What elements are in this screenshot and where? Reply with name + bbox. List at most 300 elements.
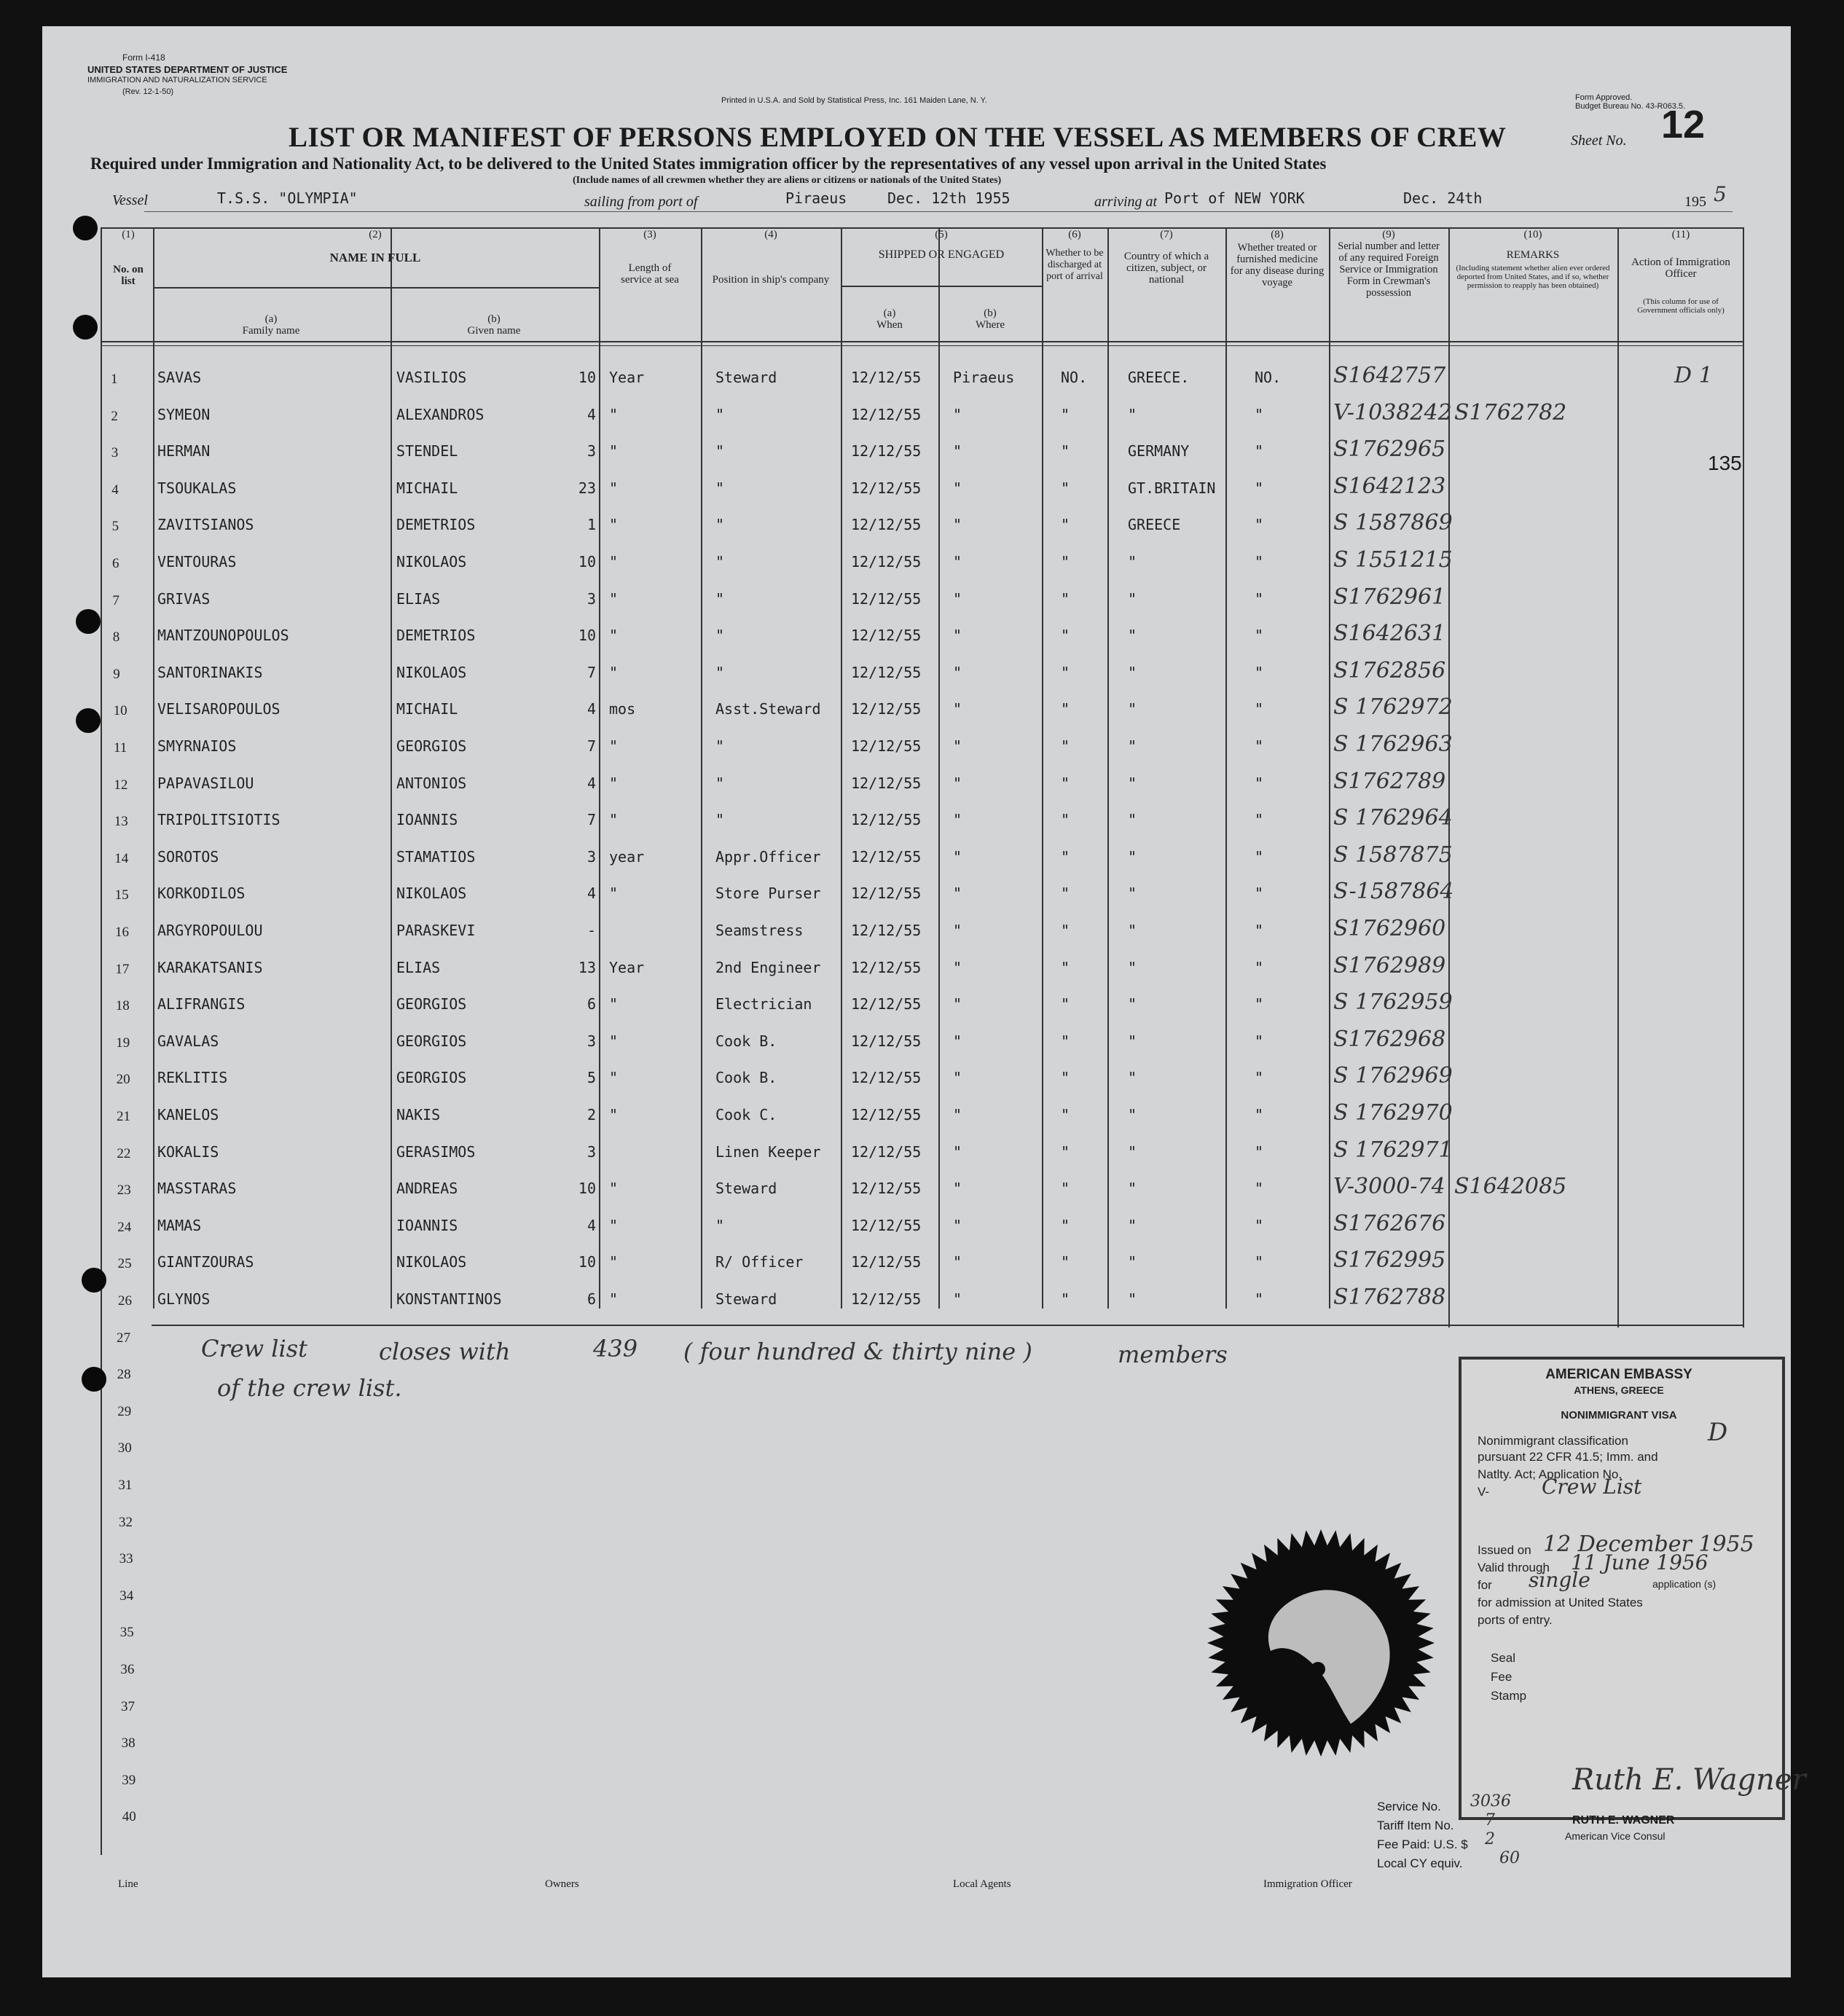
closing-note-count: 439 [593,1335,638,1362]
cell-where: " [953,442,962,460]
punch-hole-icon [76,609,101,634]
cell-treated: " [1255,774,1264,792]
cell-position: " [715,737,725,755]
cell-given: NIKOLAOS [396,663,467,681]
cell-country: " [1128,1253,1137,1271]
row-number: 3 [111,445,119,461]
cell-serial: S 1551215 [1333,547,1453,573]
cell-when: 12/12/55 [851,885,922,903]
closing-note-b: closes with [379,1338,511,1365]
cell-family: ALIFRANGIS [157,995,246,1013]
cell-length: 4 [586,774,596,792]
row-number: 37 [121,1698,135,1714]
cell-serial: S1762989 [1333,952,1446,978]
cell-given: IOANNIS [396,1216,458,1234]
cell-family: ZAVITSIANOS [157,516,254,534]
revision: (Rev. 12-1-50) [122,87,174,96]
row-number: 15 [114,887,129,903]
cell-country: " [1128,737,1137,755]
cell-family: TRIPOLITSIOTIS [157,811,280,829]
cell-country: " [1128,885,1137,903]
cell-position: " [715,405,725,423]
cell-position: 2nd Engineer [715,958,821,976]
row-number: 28 [117,1367,131,1383]
cell-family: GLYNOS [157,1290,211,1308]
cell-treated: " [1255,700,1264,718]
cell-when: 12/12/55 [851,922,922,939]
cell-length: 5 [586,1069,596,1087]
cell-treated: " [1255,442,1264,460]
row-number: 22 [117,1145,131,1161]
cell-position: " [715,589,725,608]
cell-country: " [1128,405,1137,423]
cell-when: 12/12/55 [851,405,922,423]
row-number: 36 [120,1662,135,1677]
cell-given: STENDEL [396,442,458,460]
cell-discharged: " [1061,516,1070,534]
cell-serial: S 1587875 [1333,842,1453,868]
cell-treated: " [1255,516,1264,534]
cell-discharged: " [1061,1290,1070,1308]
cell-treated: " [1255,1142,1264,1161]
punch-hole-icon [73,315,98,340]
cell-serial: S-1587864 [1333,879,1454,905]
cell-serial: S1762995 [1333,1247,1446,1274]
cell-discharged: " [1061,553,1070,570]
cell-when: 12/12/55 [851,958,922,976]
cell-treated: " [1255,1216,1264,1234]
cell-serial: S1762965 [1333,436,1446,463]
arriving-label: arriving at [1094,194,1158,210]
cell-serial: S 1762969 [1333,1063,1453,1089]
stamp-for-label: for [1478,1578,1492,1592]
table-vline [101,227,102,1855]
cell-country: GREECE. [1128,369,1190,386]
cell-position: " [715,1216,725,1234]
cell-unit: " [609,1106,619,1123]
cell-position: " [715,553,725,570]
list-end-line [152,1325,1743,1326]
cell-when: 12/12/55 [851,774,922,792]
row-number: 26 [118,1293,132,1309]
cell-country: " [1128,627,1137,645]
row-number: 19 [116,1035,130,1051]
form-approved: Form Approved. [1575,93,1633,102]
cell-length: 10 [578,1180,596,1198]
cell-length: 7 [586,811,596,829]
cell-when: 12/12/55 [851,737,922,755]
header-subline [841,286,1042,287]
cell-length: 4 [586,700,596,718]
row-number: 1 [111,372,118,387]
cell-serial: V-1038242 [1333,399,1452,425]
cell-position: Linen Keeper [715,1142,821,1161]
cell-country: " [1128,958,1137,976]
table-vline [841,227,842,1309]
row-number: 5 [111,519,119,535]
cell-position: Cook C. [715,1106,777,1123]
cell-where: " [953,885,962,903]
cell-discharged: " [1061,737,1070,755]
cell-given: NIKOLAOS [396,885,467,903]
cell-where: " [953,922,962,939]
cell-where: " [953,995,962,1013]
col2b-num: (b) [487,313,501,325]
cell-family: SAVAS [157,369,202,386]
cell-length: 4 [586,885,596,903]
cell-length: 2 [586,1106,596,1123]
cell-position: Asst.Steward [715,700,821,718]
cell-when: 12/12/55 [851,369,922,386]
cell-serial: S1642631 [1333,621,1446,647]
cell-when: 12/12/55 [851,442,922,460]
to-date: Dec. 24th [1403,189,1483,207]
tariff: 7 [1485,1811,1495,1829]
cell-discharged: " [1061,589,1070,608]
cell-unit: " [609,589,619,608]
cell-given: ANDREAS [396,1180,458,1198]
service-no: 3036 [1470,1792,1511,1811]
cell-given: VASILIOS [396,369,467,386]
cell-where: " [953,774,962,792]
cell-discharged: " [1061,1180,1070,1198]
cell-given: ANTONIOS [396,774,467,792]
cell-unit: " [609,663,619,681]
cell-when: 12/12/55 [851,553,922,570]
cell-length: 3 [586,1032,596,1050]
stamp-issued-label: Issued on [1478,1543,1531,1557]
cell-discharged: " [1061,405,1070,423]
row-number: 40 [122,1809,136,1825]
local-cy-label: Local CY equiv. [1377,1856,1463,1870]
cell-given: MICHAIL [396,700,458,718]
cell-family: KORKODILOS [157,885,246,903]
cell-serial: S 1762970 [1333,1100,1453,1126]
cell-when: 12/12/55 [851,1142,922,1161]
cell-serial: S1762968 [1333,1026,1446,1052]
cell-discharged: " [1061,1106,1070,1123]
cell-length: - [586,922,596,939]
subnote: (Include names of all crewmen whether they are aliens or citizens or nationals of the United States) [573,175,1002,186]
cell-where: " [953,1032,962,1050]
cell-given: NIKOLAOS [396,1253,467,1271]
closing-note-words: ( four hundred & thirty nine ) [683,1338,1032,1365]
cell-serial: S1642757 [1333,363,1446,388]
cell-country: " [1128,922,1137,939]
cell-country: " [1128,553,1137,570]
cell-discharged: " [1061,663,1070,681]
service-no-label: Service No. [1377,1800,1441,1813]
cell-family: GAVALAS [157,1032,219,1050]
cell-where: " [953,700,962,718]
row-number: 35 [119,1625,134,1641]
cell-when: 12/12/55 [851,847,922,866]
cell-treated: " [1255,1032,1264,1050]
col10-note: (Including statement whether alien ever ordered deported from United States, and if so, whether permission to reapply has been obtained) [1456,264,1610,290]
col6-num: (6) [1068,229,1081,240]
cell-when: 12/12/55 [851,995,922,1013]
cell-where: " [953,811,962,829]
cell-given: GEORGIOS [396,737,467,755]
row-number: 30 [117,1440,132,1456]
col10-label: REMARKS [1506,249,1560,261]
cell-position: Steward [715,1290,777,1308]
fee-paid-label: Fee Paid: U.S. $ [1377,1837,1468,1851]
footer-owners: Owners [545,1878,579,1890]
cell-length: 3 [586,1142,596,1161]
table-vline [1617,227,1619,1327]
year-suffix: 5 [1714,182,1727,206]
cell-unit: " [609,1290,619,1308]
col9-num: (9) [1382,229,1395,240]
local-cy: 60 [1499,1849,1520,1867]
cell-when: 12/12/55 [851,811,922,829]
col11-label: Action of Immigration Officer [1631,256,1730,280]
col2-label: NAME IN FULL [329,251,421,264]
fee-paid: 2 [1485,1830,1495,1848]
cell-length: 3 [586,442,596,460]
cell-serial: V-3000-74 [1333,1174,1445,1200]
table-vline [1042,227,1043,1309]
cell-treated: " [1255,553,1264,570]
cell-position: Electrician [715,995,812,1013]
cell-unit: " [609,553,619,570]
cell-where: " [953,627,962,645]
cell-country: GERMANY [1128,442,1190,460]
cell-given: ELIAS [396,958,441,976]
cell-where: Piraeus [953,369,1015,386]
cell-serial: S 1762971 [1333,1137,1453,1163]
cell-discharged: " [1061,1032,1070,1050]
cell-where: " [953,737,962,755]
subtitle: Required under Immigration and Nationality Act, to be delivered to the United States immigration officer by the representatives of any vessel upon arrival in the United States [90,154,1327,173]
cell-position: Cook B. [715,1069,777,1087]
cell-given: KONSTANTINOS [396,1290,502,1308]
cell-discharged: " [1061,1069,1070,1087]
row-number: 23 [117,1182,131,1199]
col9-label: Serial number and letter of any required Foreign Service or Immigration Form in Crewman's possession [1338,240,1440,299]
footer-officer: Immigration Officer [1263,1878,1352,1890]
cell-serial: S1762856 [1333,657,1446,683]
cell-when: 12/12/55 [851,1069,922,1087]
cell-treated: " [1255,737,1264,755]
table-hline [101,345,1743,346]
cell-family: KANELOS [157,1106,219,1123]
cell-length: 3 [586,589,596,608]
cell-length: 6 [586,995,596,1013]
col10-num: (10) [1523,229,1542,240]
cell-country: " [1128,1180,1137,1198]
stamp-classification: D [1708,1418,1728,1447]
cell-given: GEORGIOS [396,1032,467,1050]
cell-when: 12/12/55 [851,1290,922,1308]
stamp-ports: ports of entry. [1478,1613,1553,1627]
cell-country: GREECE [1128,516,1181,534]
cell-given: ELIAS [396,589,441,608]
row-number: 12 [114,777,128,793]
cell-unit: " [609,811,619,829]
cell-country: " [1128,1290,1137,1308]
cell-when: 12/12/55 [851,1216,922,1234]
stamp-application-s: application (s) [1652,1578,1717,1590]
department: UNITED STATES DEPARTMENT OF JUSTICE [87,64,288,75]
cell-length: 10 [578,369,596,386]
cell-unit: " [609,479,619,497]
row-number: 31 [118,1478,133,1493]
stamp-classification-label: Nonimmigrant classification [1478,1434,1628,1448]
closing-note-members: members [1118,1341,1228,1368]
cell-country: " [1128,1216,1137,1234]
cell-discharged: " [1061,700,1070,718]
cell-unit: " [609,442,619,460]
cell-unit: Year [609,958,645,976]
cell-when: 12/12/55 [851,663,922,681]
cell-family: MAMAS [157,1216,202,1234]
cell-family: SANTORINAKIS [157,663,263,681]
cell-position: " [715,627,725,645]
cell-length: 6 [586,1290,596,1308]
col8-num: (8) [1271,229,1284,240]
cell-discharged: " [1061,847,1070,866]
cell-discharged: " [1061,442,1070,460]
row-number: 29 [117,1403,132,1419]
tariff-label: Tariff Item No. [1377,1819,1454,1832]
cell-length: 10 [578,627,596,645]
row-number: 7 [112,592,119,608]
cell-unit: " [609,1032,619,1050]
row-number: 21 [117,1109,130,1124]
col5a-num: (a) [883,307,896,319]
cell-treated: " [1255,995,1264,1013]
cell-country: " [1128,589,1137,608]
cell-treated: " [1255,1253,1264,1271]
cell-where: " [953,516,962,534]
row-number: 13 [114,814,128,830]
cell-where: " [953,1106,962,1123]
cell-country: " [1128,663,1137,681]
col4-num: (4) [764,229,777,240]
margin-note: 135 [1708,452,1742,474]
cell-treated: " [1255,1180,1264,1198]
cell-treated: " [1255,847,1264,866]
cell-given: IOANNIS [396,811,458,829]
stamp-embassy: AMERICAN EMBASSY [1545,1367,1692,1382]
row-number: 32 [119,1514,133,1530]
row-number: 18 [115,998,130,1014]
cell-country: " [1128,847,1137,866]
cell-given: PARASKEVI [396,922,476,939]
cell-family: VENTOURAS [157,553,237,570]
cell-family: ARGYROPOULOU [157,922,263,939]
row-number: 10 [113,703,127,719]
cell-when: 12/12/55 [851,1253,922,1271]
col1-label: No. on list [113,264,144,287]
row-number: 4 [111,482,119,498]
cell-where: " [953,589,962,608]
stamp-stamp: Stamp [1491,1689,1527,1703]
col3-num: (3) [643,229,656,240]
col11-num: (11) [1671,229,1690,240]
cell-family: KARAKATSANIS [157,958,263,976]
cell-position: R/ Officer [715,1253,804,1271]
cell-where: " [953,1180,962,1198]
service: IMMIGRATION AND NATURALIZATION SERVICE [87,76,267,85]
cell-given: DEMETRIOS [396,627,476,645]
stamp-application-prefix: V- [1478,1485,1490,1499]
cell-treated: NO. [1255,369,1282,386]
stamp-natity: Natlty. Act; Application No. [1478,1467,1623,1481]
cell-position: Store Purser [715,885,821,903]
cell-serial: S 1762963 [1333,732,1453,757]
cell-country: " [1128,995,1137,1013]
cell-length: 3 [586,847,596,866]
cell-country: GT.BRITAIN [1128,479,1216,497]
cell-position: " [715,663,725,681]
cell-treated: " [1255,811,1264,829]
table-vline [1329,227,1330,1309]
cell-family: TSOUKALAS [157,479,237,497]
cell-given: DEMETRIOS [396,516,476,534]
table-vline [599,227,600,1309]
col4-label: Position in ship's company [712,274,830,286]
sheet-label: Sheet No. [1571,133,1627,149]
cell-unit: " [609,516,619,534]
col8-label: Whether treated or furnished medicine for any disease during voyage [1230,242,1325,289]
cell-treated: " [1255,958,1264,976]
cell-treated: " [1255,1069,1264,1087]
row-number: 25 [117,1256,132,1272]
cell-country: " [1128,811,1137,829]
cell-where: " [953,1253,962,1271]
cell-family: PAPAVASILOU [157,774,254,792]
sheet-number: 12 [1661,103,1706,146]
col2a-num: (a) [264,313,278,325]
cell-family: MANTZOUNOPOULOS [157,627,289,645]
cell-when: 12/12/55 [851,516,922,534]
cell-family: HERMAN [157,442,211,460]
row-number: 2 [111,408,118,424]
cell-family: SMYRNAIOS [157,737,237,755]
embossed-seal-icon [1205,1527,1437,1759]
cell-length: 23 [578,479,596,497]
col5b-label: Where [976,319,1005,331]
row-number: 34 [119,1588,134,1604]
stamp-city: ATHENS, GREECE [1574,1384,1664,1396]
punch-hole-icon [82,1268,106,1293]
cell-treated: " [1255,479,1264,497]
cell-length: 7 [586,663,596,681]
closing-note-a: Crew list [201,1335,308,1362]
cell-family: KOKALIS [157,1142,219,1161]
table-vline [938,227,940,1309]
vessel-label: Vessel [112,192,148,208]
cell-serial: S1642123 [1333,473,1446,499]
col6-label: Whether to be discharged at port of arrival [1045,248,1104,282]
row-number: 17 [115,961,130,977]
manifest-page [42,26,1806,1977]
cell-position: " [715,811,725,829]
row-number: 39 [122,1772,136,1788]
cell-unit: " [609,405,619,423]
col5a-label: When [876,319,903,331]
sailing-label: sailing from port of [584,194,698,210]
col5-num: (5) [935,229,948,240]
row-number: 33 [119,1551,133,1567]
printer-note: Printed in U.S.A. and Sold by Statistical Press, Inc. 161 Maiden Lane, N. Y. [721,96,987,105]
vessel-name: T.S.S. "OLYMPIA" [217,189,358,207]
cell-when: 12/12/55 [851,589,922,608]
cell-where: " [953,1290,962,1308]
